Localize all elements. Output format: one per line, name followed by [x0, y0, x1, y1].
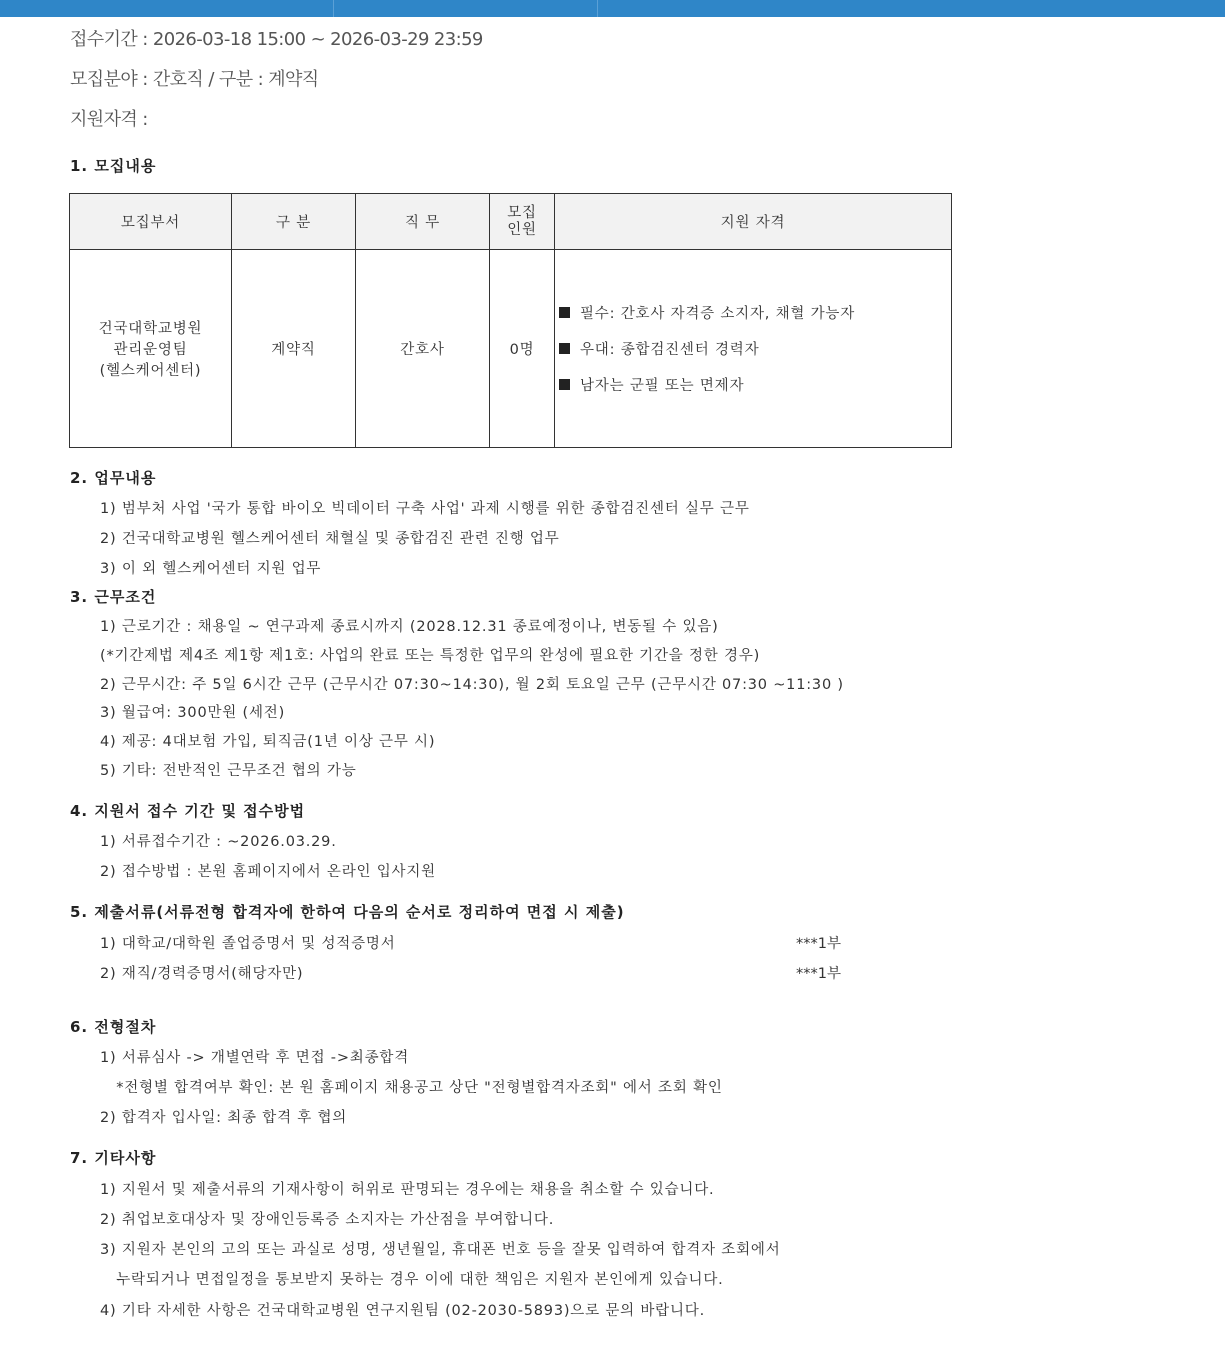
s3-line: 2) 근무시간: 주 5일 6시간 근무 (근무시간 07:30~14:30), 월 2회 토요일 근무 (근무시간 07:30 ~11:30 ) — [100, 677, 844, 693]
section-5-title: 5. 제출서류(서류전형 합격자에 한하여 다음의 순서로 정리하여 면접 시 제출) — [70, 903, 625, 921]
section-1-title: 1. 모집내용 — [70, 157, 157, 175]
s3-line: 3) 월급여: 300만원 (세전) — [100, 705, 286, 721]
cell-type: 계약직 — [232, 250, 356, 448]
s6-line: 2) 합격자 입사일: 최종 합격 후 협의 — [100, 1110, 348, 1126]
dept-line: (헬스케어센터) — [99, 363, 202, 379]
s5-item-label: 1) 대학교/대학원 졸업증명서 및 성적증명서 — [100, 936, 396, 952]
qual-item: 우대: 종합검진센터 경력자 — [559, 331, 951, 367]
square-bullet-icon — [559, 379, 570, 390]
recruit-table — [69, 193, 952, 448]
s3-line: 4) 제공: 4대보험 가입, 퇴직금(1년 이상 근무 시) — [100, 734, 436, 750]
s2-line: 1) 범부처 사업 '국가 통합 바이오 빅데이터 구축 사업' 과제 시행를 위한 종합검진센터 실무 근무 — [100, 501, 750, 517]
s2-line: 2) 건국대학교병원 헬스케어센터 채혈실 및 종합검진 관련 진행 업무 — [100, 531, 560, 547]
qualification-text: 지원자격 : — [70, 109, 148, 130]
cell-job: 간호사 — [356, 250, 490, 448]
header-type: 구 분 — [232, 194, 356, 250]
section-7-title: 7. 기타사항 — [70, 1149, 157, 1167]
section-6-title: 6. 전형절차 — [70, 1018, 157, 1036]
dept-line: 관리운영팀 — [113, 342, 188, 358]
s5-item-qty: ***1부 — [796, 936, 841, 952]
s5-item-qty: ***1부 — [796, 966, 841, 982]
header-job: 직 무 — [356, 194, 490, 250]
cell-dept — [70, 250, 232, 448]
header-count: 모집 인원 — [490, 194, 555, 250]
section-4-title: 4. 지원서 접수 기간 및 접수방법 — [70, 802, 306, 820]
square-bullet-icon — [559, 307, 570, 318]
s3-line: 5) 기타: 전반적인 근무조건 협의 가능 — [100, 763, 357, 779]
s7-line: 1) 지원서 및 제출서류의 기재사항이 허위로 판명되는 경우에는 채용을 취소할 수 있습니다. — [100, 1182, 715, 1198]
field-text: 모집분야 : 간호직 / 구분 : 계약직 — [70, 69, 319, 90]
s3-line: 1) 근로기간 : 채용일 ~ 연구과제 종료시까지 (2028.12.31 종료예정이나, 변동될 수 있음) — [100, 619, 719, 635]
s3-line: (*기간제법 제4조 제1항 제1호: 사업의 완료 또는 특정한 업무의 완성에 필요한 기간을 정한 경우) — [100, 648, 761, 664]
dept-line: 건국대학교병원 — [98, 321, 203, 337]
table-header-row — [70, 194, 952, 250]
section-2-title: 2. 업무내용 — [70, 469, 157, 487]
s4-line: 1) 서류접수기간 : ~2026.03.29. — [100, 834, 337, 850]
header-dept: 모집부서 — [70, 194, 232, 250]
top-bar — [0, 0, 1225, 17]
s4-line: 2) 접수방법 : 본원 홈페이지에서 온라인 입사지원 — [100, 864, 436, 880]
period-text: 접수기간 : 2026-03-18 15:00 ~ 2026-03-29 23:59 — [70, 29, 483, 50]
cell-qual — [555, 250, 952, 448]
cell-count: 0명 — [490, 250, 555, 448]
qual-item: 필수: 간호사 자격증 소지자, 채혈 가능자 — [559, 295, 951, 331]
section-3-title: 3. 근무조건 — [70, 588, 157, 606]
s6-line: *전형별 합격여부 확인: 본 원 홈페이지 채용공고 상단 "전형별합격자조회" 에서 조회 확인 — [100, 1080, 723, 1096]
s7-line: 3) 지원자 본인의 고의 또는 과실로 성명, 생년월일, 휴대폰 번호 등을 잘못 입력하여 합격자 조회에서 — [100, 1242, 781, 1258]
square-bullet-icon — [559, 343, 570, 354]
s7-line: 누락되거나 면접일정을 통보받지 못하는 경우 이에 대한 책임은 지원자 본인에게 있습니다. — [100, 1272, 724, 1288]
qual-item: 남자는 군필 또는 면제자 — [559, 367, 951, 403]
table-row — [70, 250, 952, 448]
header-qual: 지원 자격 — [555, 194, 952, 250]
top-bar-divider — [597, 0, 598, 17]
s2-line: 3) 이 외 헬스케어센터 지원 업무 — [100, 561, 322, 577]
s7-line: 4) 기타 자세한 사항은 건국대학교병원 연구지원팀 (02-2030-5893)으로 문의 바랍니다. — [100, 1303, 705, 1319]
s5-item-label: 2) 재직/경력증명서(해당자만) — [100, 966, 304, 982]
s7-line: 2) 취업보호대상자 및 장애인등록증 소지자는 가산점을 부여합니다. — [100, 1212, 555, 1228]
s6-line: 1) 서류심사 -> 개별연락 후 면접 ->최종합격 — [100, 1050, 410, 1066]
top-bar-divider — [333, 0, 334, 17]
